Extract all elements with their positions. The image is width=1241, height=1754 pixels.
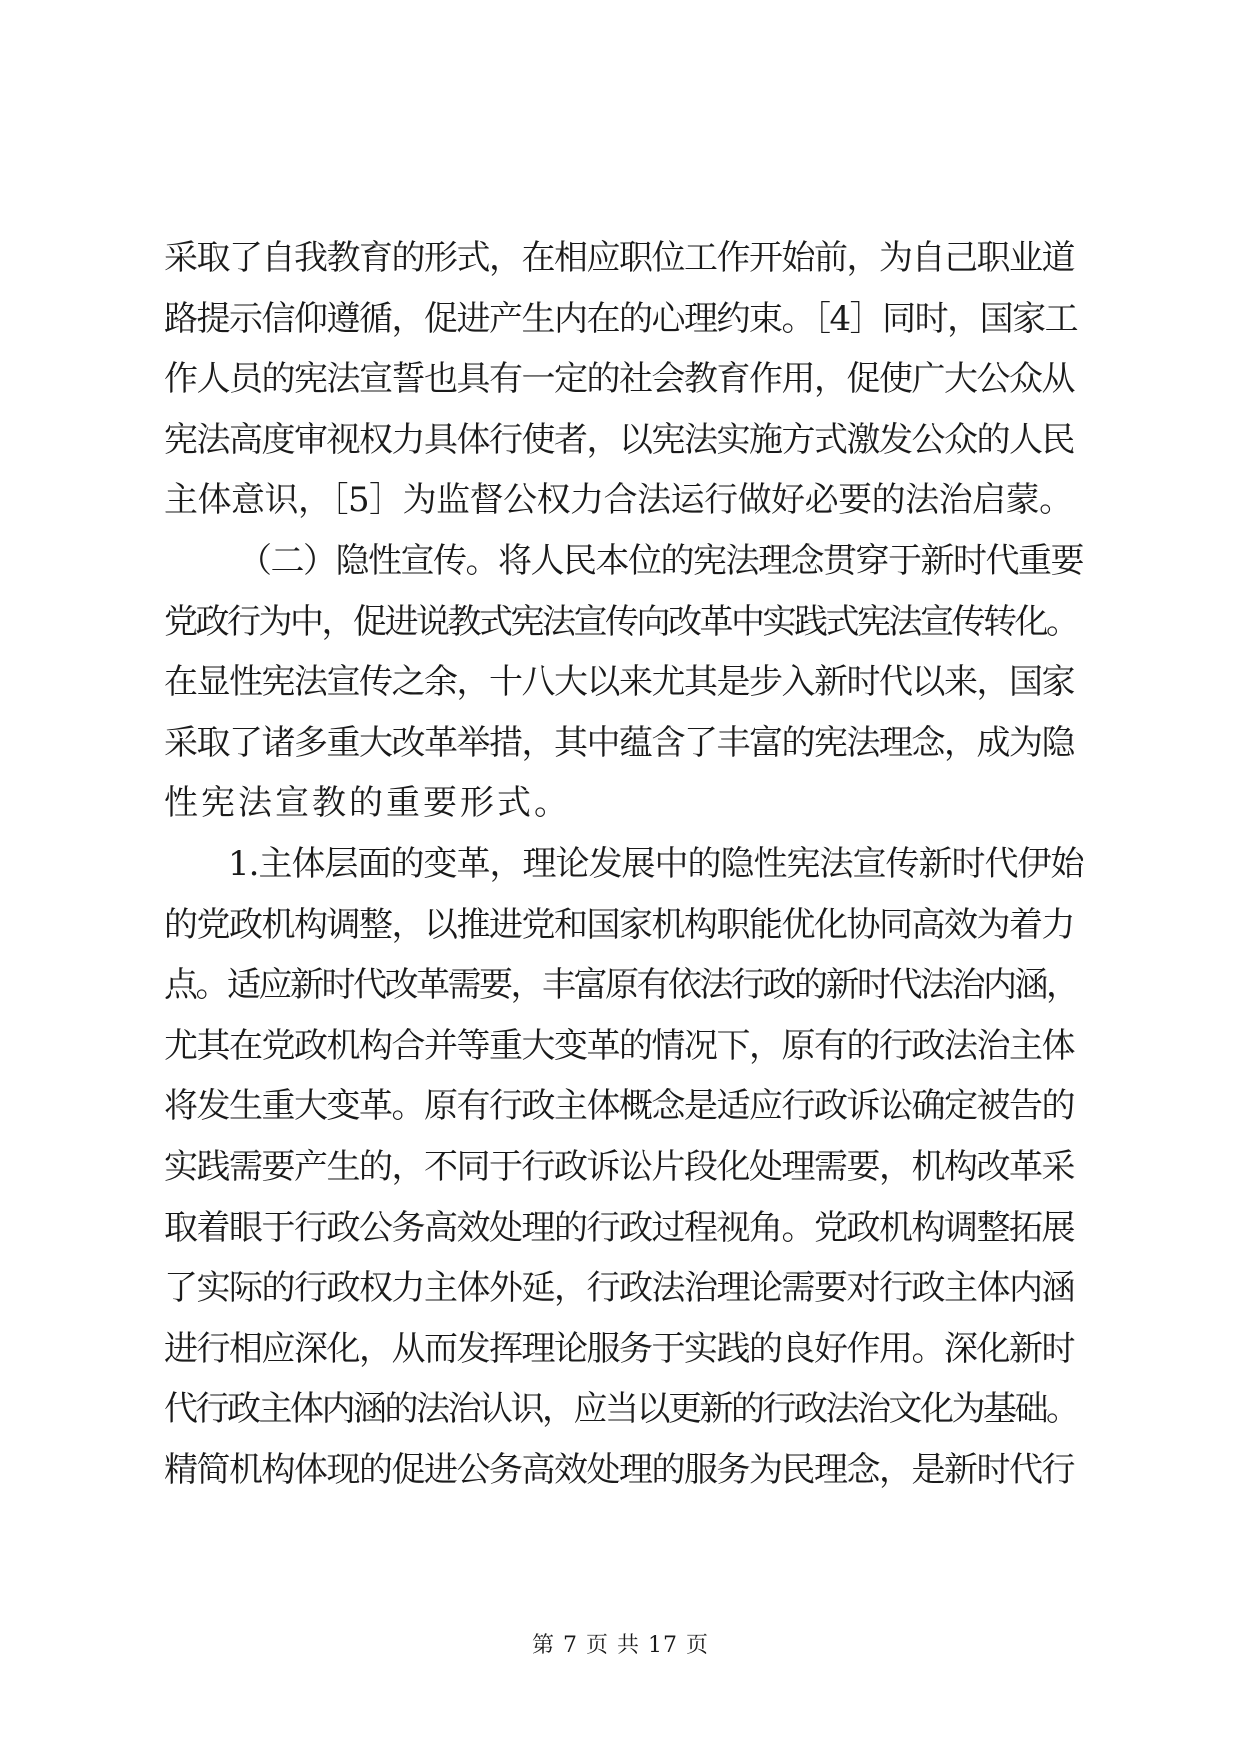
text-line: 党政行为中，促进说教式宪法宣传向改革中实践式宪法宣传转化。	[164, 601, 1078, 642]
text-line: 作人员的宪法宣誓也具有一定的社会教育作用，促使广大公众从	[164, 359, 1074, 400]
text-line: 性宪法宣教的重要形式。	[164, 783, 571, 824]
paragraph-1	[164, 228, 1084, 531]
text-line: 实践需要产生的，不同于行政诉讼片段化处理需要，机构改革采	[164, 1146, 1074, 1187]
paragraph-2	[164, 531, 1084, 834]
text-line: 尤其在党政机构合并等重大变革的情况下，原有的行政法治主体	[164, 1025, 1074, 1066]
text-line-indented: 1.主体层面的变革，理论发展中的隐性宪法宣传新时代伊始	[228, 843, 1084, 884]
text-line: 的党政机构调整，以推进党和国家机构职能优化协同高效为着力	[164, 904, 1074, 945]
text-line: 宪法高度审视权力具体行使者，以宪法实施方式激发公众的人民	[164, 419, 1074, 460]
text-line: 采取了自我教育的形式，在相应职位工作开始前，为自己职业道	[164, 238, 1074, 278]
text-line: 进行相应深化，从而发挥理论服务于实践的良好作用。深化新时	[164, 1328, 1074, 1369]
text-line: 在显性宪法宣传之余，十八大以来尤其是步入新时代以来，国家	[164, 662, 1074, 703]
body-text	[164, 228, 1084, 1500]
text-line: 采取了诸多重大改革举措，其中蕴含了丰富的宪法理念，成为隐	[164, 722, 1074, 763]
text-line-indented: （二）隐性宣传。将人民本位的宪法理念贯穿于新时代重要	[238, 540, 1083, 581]
text-line: 代行政主体内涵的法治认识，应当以更新的行政法治文化为基础。	[164, 1389, 1078, 1430]
text-line: 精简机构体现的促进公务高效处理的服务为民理念，是新时代行	[164, 1449, 1074, 1490]
text-line: 取着眼于行政公务高效处理的行政过程视角。党政机构调整拓展	[164, 1207, 1074, 1248]
text-line: 路提示信仰遵循，促进产生内在的心理约束。［4］同时，国家工	[164, 298, 1078, 339]
page-number-footer: 第 7 页 共 17 页	[532, 1633, 709, 1658]
text-line: 了实际的行政权力主体外延，行政法治理论需要对行政主体内涵	[164, 1268, 1074, 1309]
paragraph-3	[164, 834, 1084, 1501]
text-line: 主体意识，［5］为监督公权力合法运行做好必要的法治启蒙。	[164, 480, 1073, 521]
text-line: 点。适应新时代改革需要，丰富原有依法行政的新时代法治内涵，	[164, 965, 1078, 1006]
text-line: 将发生重大变革。原有行政主体概念是适应行政诉讼确定被告的	[164, 1086, 1074, 1127]
